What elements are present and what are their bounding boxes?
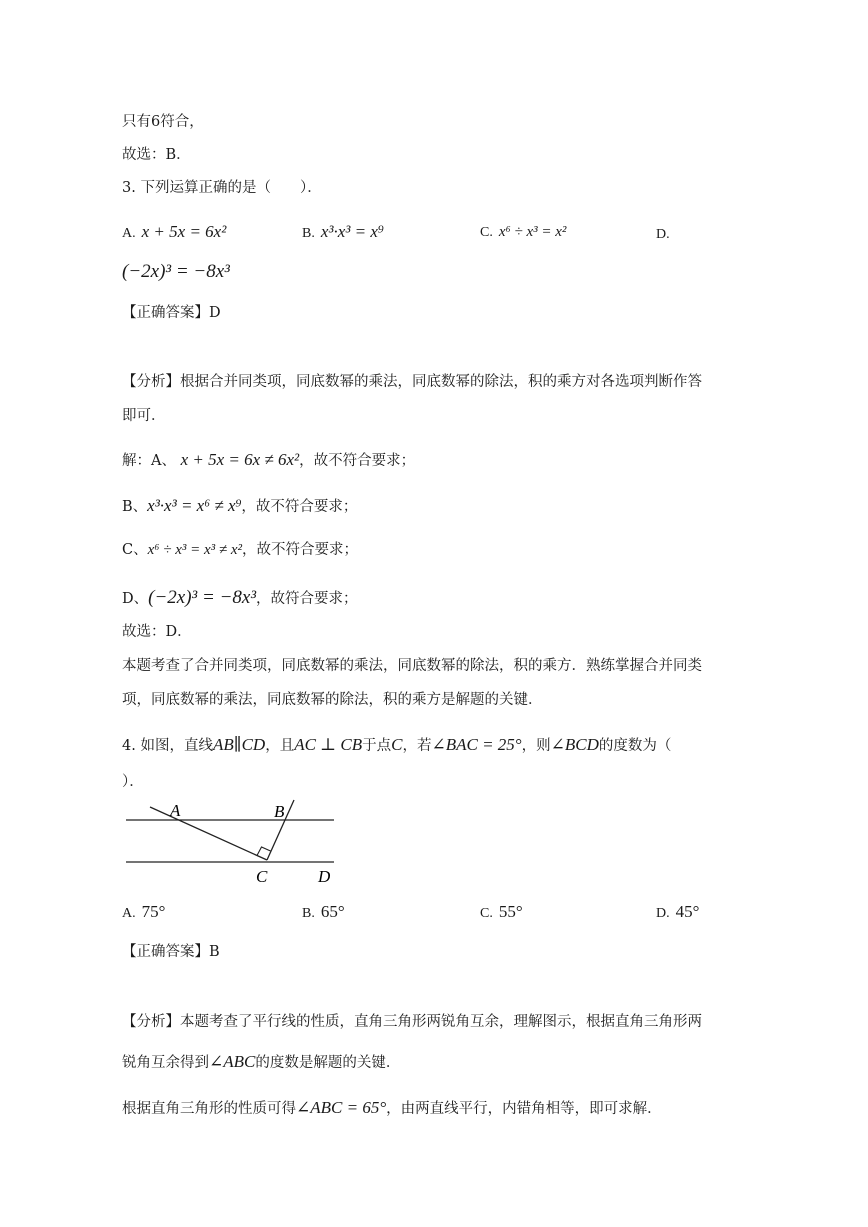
- text: 根据直角三角形的性质可得: [122, 1101, 296, 1117]
- math-expression: ∠BCD: [550, 735, 599, 754]
- q3-solution-a: [122, 450, 415, 471]
- q4-option-c: [480, 902, 523, 924]
- math-expression: (−2x)³ = −8x³: [148, 587, 257, 608]
- text: ，故符合要求；: [256, 591, 358, 607]
- q3-analysis: 即可．: [122, 408, 166, 424]
- q3-option-a: [122, 222, 226, 244]
- option-value: 75°: [141, 902, 166, 921]
- text: ，且: [265, 738, 295, 754]
- q3-solution-b: [122, 496, 357, 517]
- math-expression: ∠BAC = 25°: [431, 735, 522, 754]
- question-4-stem-cont: ）．: [122, 774, 144, 790]
- q3-option-d-expression: [122, 262, 230, 283]
- option-label: D.: [656, 227, 670, 242]
- point-label-c: C: [256, 867, 268, 886]
- q4-answer: 【正确答案】B: [122, 944, 220, 960]
- text: 解：A、: [122, 453, 176, 469]
- math-expression: AC ⊥ CB: [294, 735, 363, 754]
- text: ，若: [402, 738, 432, 754]
- option-label: B.: [302, 226, 315, 241]
- text: D、: [122, 591, 149, 607]
- text: ，由两直线平行，内错角相等，即可求解．: [386, 1101, 662, 1117]
- text: C、: [122, 542, 148, 558]
- text: ，故不符合要求；: [241, 499, 358, 515]
- segment-ac: [150, 807, 267, 860]
- point-label-b: B: [274, 802, 285, 821]
- math-expression: x + 5x = 6x ≠ 6x²: [180, 450, 300, 469]
- text: ，故不符合要求；: [242, 542, 359, 558]
- math-expression: ∠ABC = 65°: [296, 1098, 387, 1117]
- math-expression: C: [391, 735, 403, 754]
- geometry-figure: [122, 796, 342, 888]
- q3-summary: 本题考查了合并同类项，同底数幂的乘法，同底数幂的除法，积的乘方．熟练掌握合并同类: [122, 658, 702, 674]
- option-value: 45°: [675, 902, 700, 921]
- text: 的度数是解题的关键．: [255, 1055, 401, 1071]
- text: 于点: [362, 738, 392, 754]
- math-expression: ∠ABC: [209, 1052, 256, 1071]
- q3-choose: 故选：D．: [122, 624, 192, 640]
- math-expression: AB∥CD: [212, 735, 266, 754]
- math-expression: (−2x)³ = −8x³: [122, 261, 230, 282]
- question-4-stem: [122, 735, 671, 756]
- q3-option-b: [302, 222, 384, 244]
- math-expression: x⁶ ÷ x³ = x²: [498, 224, 567, 240]
- option-value: 55°: [498, 902, 523, 921]
- q4-analysis: 【分析】本题考查了平行线的性质，直角三角形两锐角互余，理解图示，根据直角三角形两: [122, 1014, 702, 1030]
- q3-solution-c: [122, 540, 358, 560]
- option-label: C.: [480, 225, 493, 240]
- q3-answer: 【正确答案】D: [122, 305, 221, 321]
- q3-option-d: [656, 224, 676, 245]
- right-angle-mark: [257, 847, 271, 856]
- text-line: 只有6符合，: [122, 114, 204, 130]
- q3-option-c: [480, 222, 566, 243]
- q4-analysis: [122, 1052, 400, 1073]
- q4-option-a: [122, 902, 165, 924]
- text: 锐角互余得到: [122, 1055, 209, 1071]
- option-value: 65°: [320, 902, 345, 921]
- math-expression: x³·x³ = x⁹: [320, 222, 384, 241]
- text: 4. 如图，直线: [122, 738, 213, 754]
- math-expression: x³·x³ = x⁶ ≠ x⁹: [147, 496, 242, 515]
- q4-option-b: [302, 902, 345, 924]
- option-label: A.: [122, 906, 136, 921]
- q3-summary: 项，同底数幂的乘法，同底数幂的除法，积的乘方是解题的关键．: [122, 692, 543, 708]
- text: ，则: [521, 738, 551, 754]
- option-label: D.: [656, 906, 670, 921]
- option-label: A.: [122, 226, 136, 241]
- text: B、: [122, 499, 148, 515]
- q4-solution: [122, 1098, 662, 1119]
- math-expression: x⁶ ÷ x³ = x³ ≠ x²: [147, 542, 243, 558]
- text: 的度数为（: [598, 738, 672, 754]
- option-label: C.: [480, 906, 493, 921]
- q3-analysis: 【分析】根据合并同类项，同底数幂的乘法，同底数幂的除法，积的乘方对各选项判断作答: [122, 374, 702, 390]
- text: ，故不符合要求；: [299, 453, 416, 469]
- text-line: 故选：B．: [122, 147, 191, 163]
- option-label: B.: [302, 906, 315, 921]
- math-expression: x + 5x = 6x²: [141, 222, 227, 241]
- point-label-d: D: [318, 867, 331, 886]
- q3-solution-d: [122, 588, 358, 609]
- point-label-a: A: [170, 801, 181, 820]
- q4-option-d: [656, 902, 699, 924]
- question-3-stem: 3. 下列运算正确的是（ ）．: [122, 180, 322, 196]
